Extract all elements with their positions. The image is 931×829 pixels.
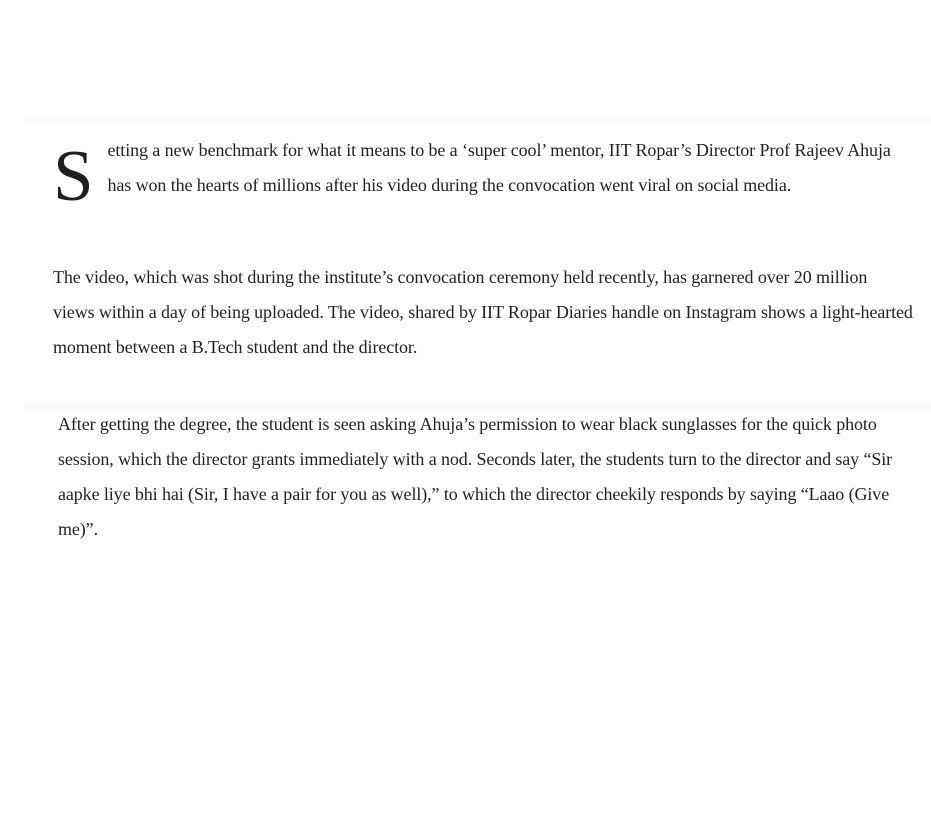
- section-divider-top: [24, 116, 931, 124]
- article-paragraph-video: The video, which was shot during the institute’s convocation ceremony held recently, has garnered over 20 million views within a day of being uploaded. The video, shared by IIT Ropar Diaries handle on Instagram shows a light-hearted moment between a B.Tech student and the director.: [53, 267, 913, 357]
- article-paragraph-sunglasses: After getting the degree, the student is seen asking Ahuja’s permission to wear black sunglasses for the quick photo session, which the director grants immediately with a nod. Seconds later, the students turn to the director and say “Sir aapke liye bhi hai (Sir, I have a pair for you as well),” to which the director cheekily responds by saying “Laao (Give me)”.: [58, 414, 893, 539]
- intro-paragraph-text: etting a new benchmark for what it means to be a ‘super cool’ mentor, IIT Ropar’s Director Prof Rajeev Ahuja has won the hearts of millions after his video during the convocation went viral on social media.: [107, 140, 891, 195]
- drop-cap-letter: S: [53, 135, 94, 216]
- article-paragraph-intro: [53, 133, 913, 216]
